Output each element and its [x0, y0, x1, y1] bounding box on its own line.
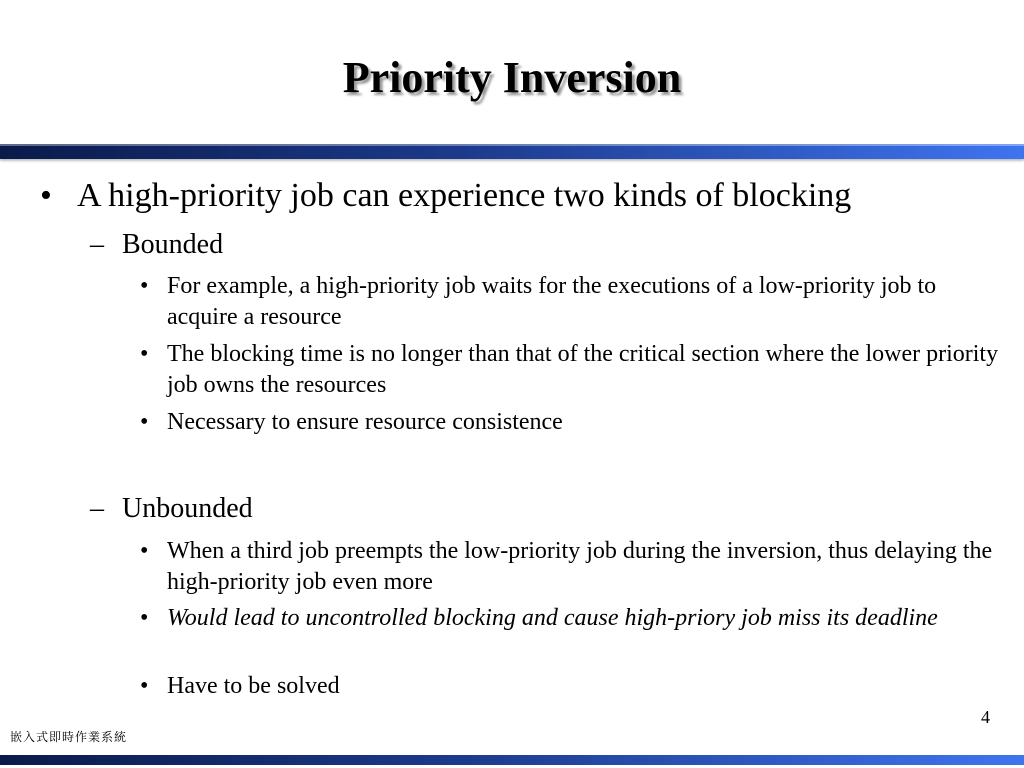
subheading-unbounded-label: Unbounded	[122, 493, 253, 524]
bullet-icon: •	[40, 177, 52, 214]
list-item-text: When a third job preempts the low-priority job during the inversion, thus delaying the high-priority job even more	[167, 538, 993, 595]
bullet-icon: •	[140, 605, 149, 631]
slide-title: Priority Inversion	[342, 53, 682, 102]
bottom-divider	[0, 755, 1024, 765]
main-bullet-text: A high-priority job can experience two kinds of blocking	[77, 177, 852, 214]
page-number: 4	[981, 707, 990, 727]
list-item-text: The blocking time is no longer than that of the critical section where the lower priority job owns the resources	[167, 341, 999, 398]
bullet-icon: •	[140, 409, 149, 435]
subheading-bounded-label: Bounded	[122, 229, 224, 260]
list-item-text: Would lead to uncontrolled blocking and cause high-priory job miss its deadline	[167, 605, 938, 631]
bullet-icon: •	[140, 538, 149, 564]
list-item-text: For example, a high-priority job waits for the executions of a low-priority job to acquire a resource	[167, 273, 937, 330]
bullet-icon: •	[140, 273, 149, 299]
list-item-text: Necessary to ensure resource consistence	[167, 409, 563, 435]
footer-text: 嵌入式即時作業系統	[10, 730, 128, 744]
bullet-icon: •	[140, 341, 149, 367]
dash-icon: –	[90, 493, 104, 524]
list-item-text: Have to be solved	[167, 673, 340, 699]
bullet-icon: •	[140, 673, 149, 699]
dash-icon: –	[90, 229, 104, 260]
